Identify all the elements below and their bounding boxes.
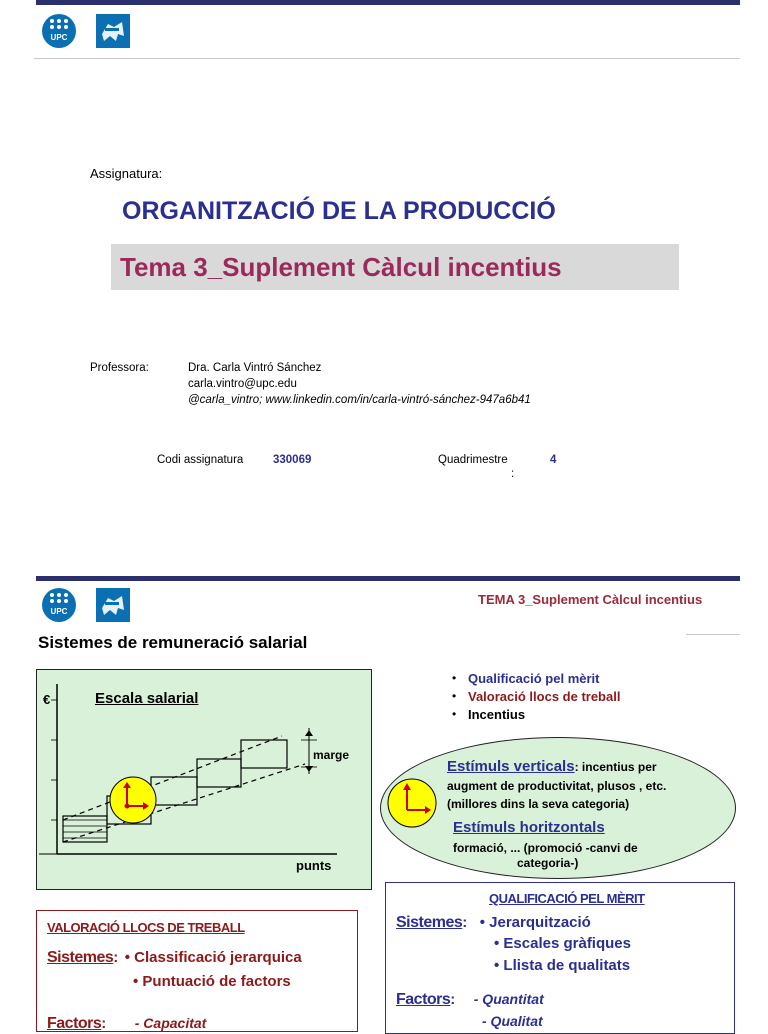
professor-label: Professora: (90, 362, 149, 374)
remuneration-bullets (452, 669, 620, 723)
qualificacio-item: • Jerarquització (479, 914, 591, 931)
valoracio-factors-label: Factors (47, 1015, 102, 1032)
qualificacio-item: • Escales gràfiques (494, 935, 631, 952)
top-bar (36, 0, 740, 5)
upc-logo-icon (42, 14, 76, 48)
bullet-incentius: Incentius (468, 706, 526, 722)
chart-title: Escala salarial (95, 690, 199, 707)
qualificacio-sistemes-label: Sistemes (396, 914, 463, 931)
horizontal-stimulus-line2: formació, ... (promoció -canvi de (453, 841, 638, 855)
chart-x-label: punts (296, 858, 332, 873)
valoracio-sistemes-row (47, 949, 302, 967)
valoracio-title: VALORACIÓ LLOCS DE TREBALL (47, 920, 245, 935)
upc-logo-text: UPC (50, 33, 68, 42)
valoracio-factor: - Capacitat (134, 1015, 207, 1031)
school-logo-icon (96, 14, 130, 48)
qualificacio-box (385, 882, 735, 1034)
bullet-item: • Valoració llocs de treball (452, 688, 621, 704)
slide-subtitle: Tema 3_Suplement Càlcul incentius (120, 252, 562, 282)
upc-logo-text: UPC (50, 607, 68, 616)
valoracio-box (36, 910, 358, 1032)
slide2-top-bar (36, 576, 740, 581)
bullet-item: • Qualificació pel mèrit (452, 670, 600, 686)
professor-name: Dra. Carla Vintró Sánchez (188, 362, 322, 374)
vertical-stimulus-text: : incentius per (574, 760, 657, 774)
qualificacio-factor: - Quantitat (473, 991, 544, 1007)
code-value: 330069 (273, 454, 312, 466)
professor-email[interactable]: carla.vintro@upc.edu (188, 378, 297, 390)
code-label: Codi assignatura (157, 454, 244, 466)
qualificacio-factors-colon: : (450, 991, 456, 1008)
salary-scale-chart (36, 669, 372, 890)
valoracio-factors-row (47, 1015, 206, 1033)
valoracio-item: • Classificació jerarquica (124, 949, 302, 966)
subtitle-box (111, 244, 679, 290)
horizontal-stimulus-line3: categoria-) (517, 856, 579, 870)
valoracio-factors-colon: : (101, 1015, 107, 1032)
clock-icon (109, 776, 157, 824)
horizontal-stimulus-title: Estímuls horitzontals (453, 819, 605, 836)
slide2-header: TEMA 3_Suplement Càlcul incentius (478, 592, 703, 607)
course-title: ORGANITZACIÓ DE LA PRODUCCIÓ (122, 197, 556, 225)
chart-marge-label: marge (313, 748, 350, 762)
stimulus-oval (380, 737, 736, 879)
quadrimestre-colon: : (511, 468, 515, 480)
bullet-valoracio: Valoració llocs de treball (468, 688, 621, 704)
bullet-qualificacio: Qualificació pel mèrit (468, 670, 600, 686)
quadrimestre-label: Quadrimestre (438, 454, 508, 466)
clock-icon (387, 778, 437, 828)
vertical-stimulus-title: Estímuls verticals (447, 758, 575, 775)
vertical-stimulus-line3: (millores dins la seva categoria) (447, 797, 630, 811)
chart-y-label: € (43, 692, 51, 707)
qualificacio-factors-label: Factors (396, 991, 451, 1008)
vertical-stimulus-line1 (447, 758, 657, 776)
qualificacio-title: QUALIFICACIÓ PEL MÈRIT (489, 891, 645, 906)
header-divider (34, 58, 740, 59)
quadrimestre-value: 4 (550, 454, 557, 466)
qualificacio-sistemes-colon: : (462, 914, 468, 931)
qualificacio-factors-row (396, 991, 544, 1009)
assignatura-label: Assignatura: (90, 166, 163, 181)
valoracio-item: • Puntuació de factors (133, 973, 291, 990)
school-logo-icon (96, 588, 130, 622)
qualificacio-sistemes-row (396, 914, 591, 932)
title-underline (686, 634, 740, 635)
valoracio-sistemes-colon: : (113, 949, 119, 966)
bullet-item: • Incentius (452, 706, 526, 722)
slide2-title: Sistemes de remuneració salarial (38, 633, 308, 652)
upc-logo-icon (42, 588, 76, 622)
professor-social[interactable]: @carla_vintro; www.linkedin.com/in/carla-vintró-sánchez-947a6b41 (188, 394, 531, 406)
qualificacio-factor: - Qualitat (482, 1013, 543, 1029)
valoracio-sistemes-label: Sistemes (47, 949, 114, 966)
qualificacio-item: • Llista de qualitats (494, 957, 631, 974)
vertical-stimulus-line2: augment de productivitat, plusos , etc. (447, 779, 667, 793)
